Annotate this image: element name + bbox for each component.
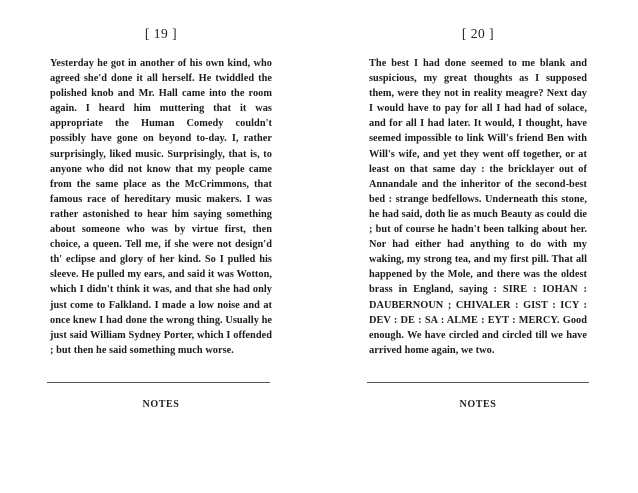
page-number: [ 19 ] [144,26,178,41]
notes-label: NOTES [142,399,180,410]
left-page [50,0,272,493]
body-text: The best I had done seemed to me blank and suspicious, my great thoughts as I supposed them, were they not in reality meagre? Next day I would have to pay for all I had had of solace, and for all I had later. It would, I thought, have seemed impossible to link Will's friend Ben with Will's wife, and yet they went off together, or at least on that same day : the bricklayer out of Annandale and the inheritor of the second-best bed : strange bedfellows. Underneath this stone, he had said, doth lie as much Beauty as could die ; but of course he hadn't been talking about her. Nor had either had anything to do with my waking, my strong tea, and my first pill. That all happened by the Mole, and there was the oldest brass in England, saying : SIRE : IOHAN : DAUBERNOUN ; CHIVALER : GIST : ICY : DEV : DE : SA : ALME : EYT : MERCY. Good enough. We have circled and circled till we have arrived home again, we two. [369,58,587,356]
footnote-divider [367,382,589,383]
body-text: Yesterday he got in another of his own kind, who agreed she'd done it all herself. He twiddled the polished knob and Mr. Hall came into the room again. I heard him muttering that it was appropriate the Human Comedy couldn't possibly have gone on beyond to-day. I, rather surprisingly, liked music. Surprisingly, that is, to anyone who did not know that my people came from the same place as the McCrimmons, that famous race of hereditary music makers. I was rather astonished to hear him saying something about someone who was by virtue first, then choice, a queen. Tell me, if she were not design'd th' eclipse and glory of her kind. So I pulled his sleeve. He pulled my ears, and said it was Wotton, which I didn't think it was, and that she had only just come to Falkland. I made a low noise and at once knew I had done the wrong thing. Usually he just said William Sydney Porter, which I offended ; but then he said something much worse. [50,58,272,356]
right-page [369,0,587,493]
page-number: [ 20 ] [461,26,495,41]
notes-label: NOTES [459,399,497,410]
footnote-divider [47,382,270,383]
